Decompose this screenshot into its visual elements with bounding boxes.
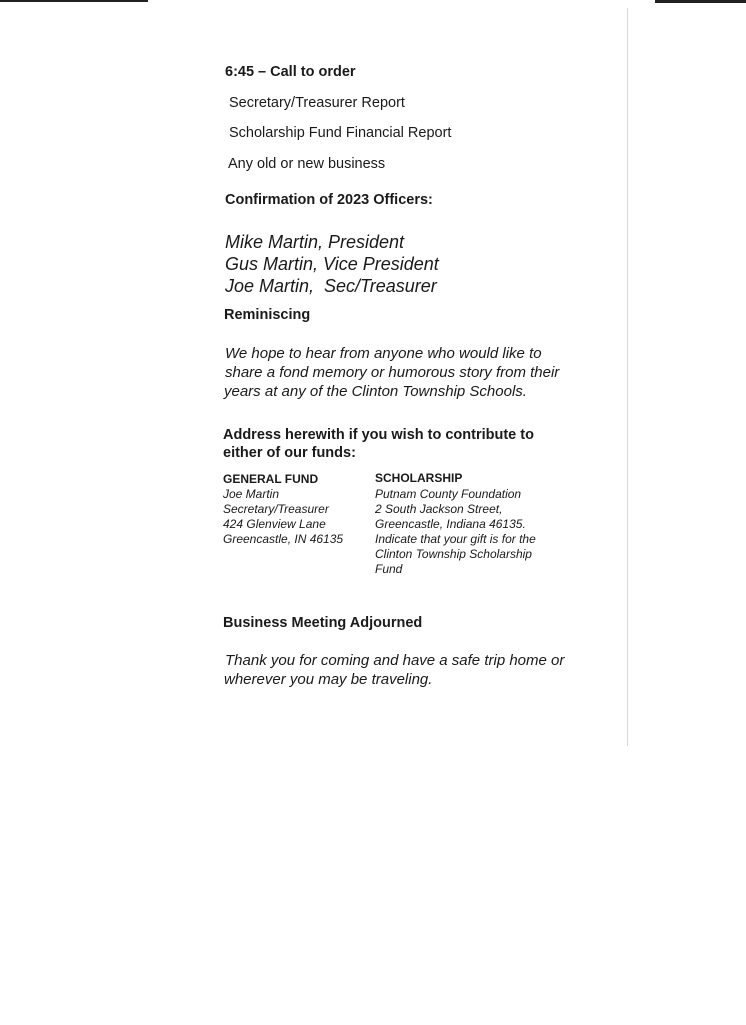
scan-edge-top-left [0, 0, 148, 2]
general-fund-line: Joe Martin [223, 487, 280, 501]
closing-text-line-2: wherever you may be traveling. [224, 671, 433, 688]
call-to-order-heading: 6:45 – Call to order [225, 64, 356, 80]
address-heading-line-1: Address herewith if you wish to contribute to [223, 427, 534, 443]
officer-vice-president: Gus Martin, Vice President [225, 254, 439, 274]
general-fund-line: Greencastle, IN 46135 [223, 532, 344, 546]
scholarship-line: Fund [375, 562, 403, 576]
reminiscing-text-line-1: We hope to hear from anyone who would like to [225, 345, 542, 362]
scholarship-line: Indicate that your gift is for the [375, 532, 536, 546]
officer-sec-treasurer: Joe Martin, Sec/Treasurer [225, 276, 437, 296]
address-heading-line-2: either of our funds: [223, 445, 356, 461]
scholarship-line: 2 South Jackson Street, [375, 502, 503, 516]
agenda-item-business: Any old or new business [228, 156, 386, 172]
general-fund-line: Secretary/Treasurer [223, 502, 329, 516]
scholarship-heading: SCHOLARSHIP [375, 471, 463, 485]
scan-edge-top-right [655, 0, 746, 3]
general-fund-heading: GENERAL FUND [223, 472, 319, 486]
general-fund-line: 424 Glenview Lane [223, 517, 326, 531]
agenda-item-secretary-report: Secretary/Treasurer Report [229, 95, 405, 111]
reminiscing-text-line-3: years at any of the Clinton Township Schools. [224, 383, 527, 400]
officer-president: Mike Martin, President [225, 232, 405, 252]
closing-text-line-1: Thank you for coming and have a safe trip home or [225, 652, 565, 669]
page-fold-line [627, 8, 628, 746]
reminiscing-heading: Reminiscing [224, 307, 311, 323]
scholarship-line: Clinton Township Scholarship [375, 547, 532, 561]
officers-heading: Confirmation of 2023 Officers: [225, 192, 433, 208]
agenda-item-scholarship-report: Scholarship Fund Financial Report [229, 125, 452, 141]
scholarship-line: Putnam County Foundation [375, 487, 522, 501]
scholarship-line: Greencastle, Indiana 46135. [375, 517, 526, 531]
reminiscing-text-line-2: share a fond memory or humorous story from their [225, 364, 560, 381]
adjourned-heading: Business Meeting Adjourned [223, 615, 423, 631]
